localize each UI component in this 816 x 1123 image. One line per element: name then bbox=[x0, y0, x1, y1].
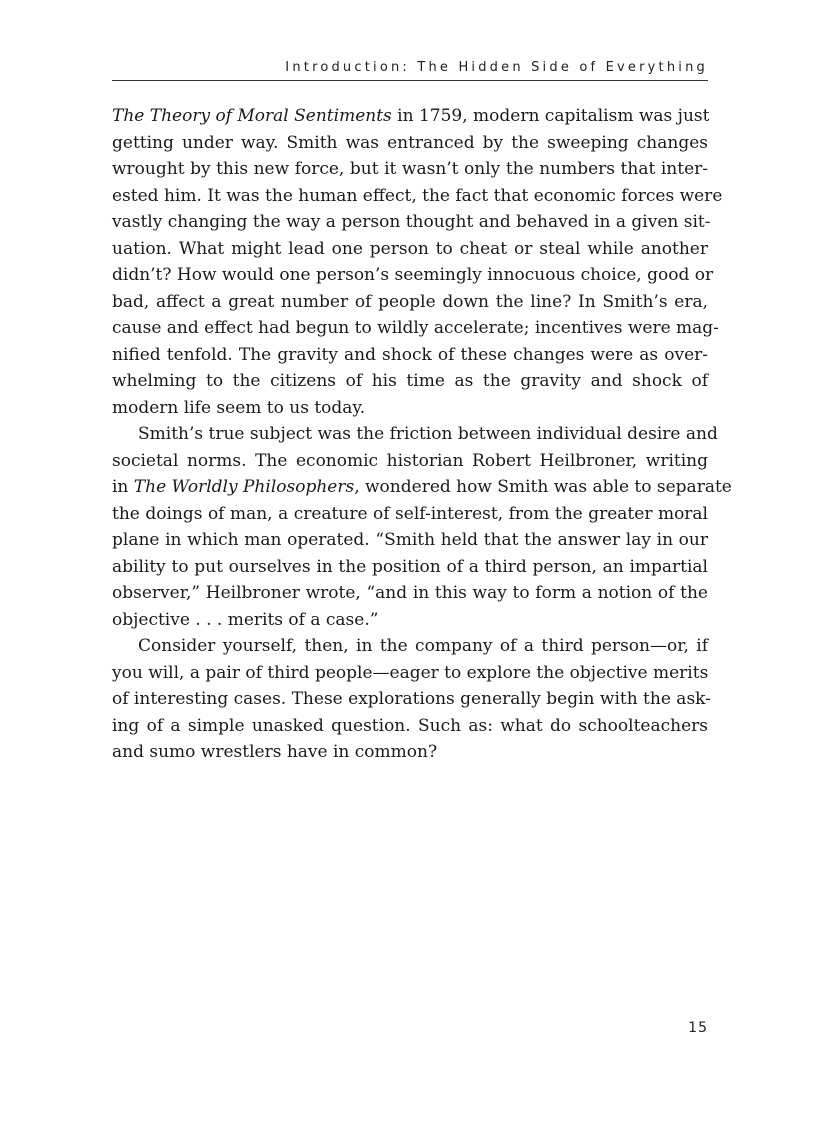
text-line: getting under way. Smith was entranced by the sweeping changes bbox=[112, 132, 708, 153]
book-title-italic: The Theory of Moral Sentiments bbox=[112, 106, 392, 126]
text-line: bad, affect a great number of people down the line? In Smith’s era, bbox=[112, 291, 708, 312]
text-line: wrought by this new force, but it wasn’t only the numbers that inter- bbox=[112, 159, 708, 179]
text-line: modern life seem to us today. bbox=[112, 397, 366, 418]
text-line: of interesting cases. These explorations generally begin with the ask- bbox=[112, 689, 711, 709]
text-line: Smith’s true subject was the friction between individual desire and bbox=[138, 424, 718, 444]
page-number: 15 bbox=[688, 1020, 708, 1036]
text-line: ability to put ourselves in the position of a third person, an impartial bbox=[112, 556, 708, 577]
text-line: The Theory of Moral Sentiments in 1759, modern capitalism was just bbox=[112, 106, 710, 126]
text-line: objective . . . merits of a case.” bbox=[112, 609, 379, 630]
paragraph-1 bbox=[112, 103, 723, 421]
text-line: you will, a pair of third people—eager to explore the objective merits bbox=[112, 662, 709, 683]
text-line: cause and effect had begun to wildly accelerate; incentives were mag- bbox=[112, 318, 719, 338]
text-line: in The Worldly Philosophers, wondered how Smith was able to separate bbox=[112, 477, 732, 497]
text-line: and sumo wrestlers have in common? bbox=[112, 742, 438, 762]
text-line: observer,” Heilbroner wrote, “and in this way to form a notion of the bbox=[112, 583, 708, 603]
text-line: uation. What might lead one person to cheat or steal while another bbox=[112, 238, 708, 259]
text-line: Consider yourself, then, in the company of a third person—or, if bbox=[138, 636, 708, 656]
text-line: ested him. It was the human effect, the fact that economic forces were bbox=[112, 185, 723, 206]
book-title-italic: The Worldly Philosophers bbox=[133, 477, 355, 497]
text-line: nified tenfold. The gravity and shock of these changes were as over- bbox=[112, 344, 708, 365]
running-head: Introduction: The Hidden Side of Everything bbox=[285, 60, 708, 75]
paragraph-2 bbox=[112, 421, 732, 633]
text-line: vastly changing the way a person thought and behaved in a given sit- bbox=[112, 212, 711, 232]
paragraph-3 bbox=[112, 633, 711, 766]
text-line: whelming to the citizens of his time as the gravity and shock of bbox=[112, 371, 708, 391]
text-line: didn’t? How would one person’s seemingly innocuous choice, good or bbox=[112, 265, 714, 285]
header-rule bbox=[112, 80, 708, 81]
text-line: ing of a simple unasked question. Such as: what do schoolteachers bbox=[112, 715, 708, 736]
text-line: societal norms. The economic historian Robert Heilbroner, writing bbox=[112, 450, 708, 471]
body-text bbox=[112, 103, 732, 766]
text-line: the doings of man, a creature of self-interest, from the greater moral bbox=[112, 503, 708, 524]
text-line: plane in which man operated. “Smith held that the answer lay in our bbox=[112, 530, 708, 550]
